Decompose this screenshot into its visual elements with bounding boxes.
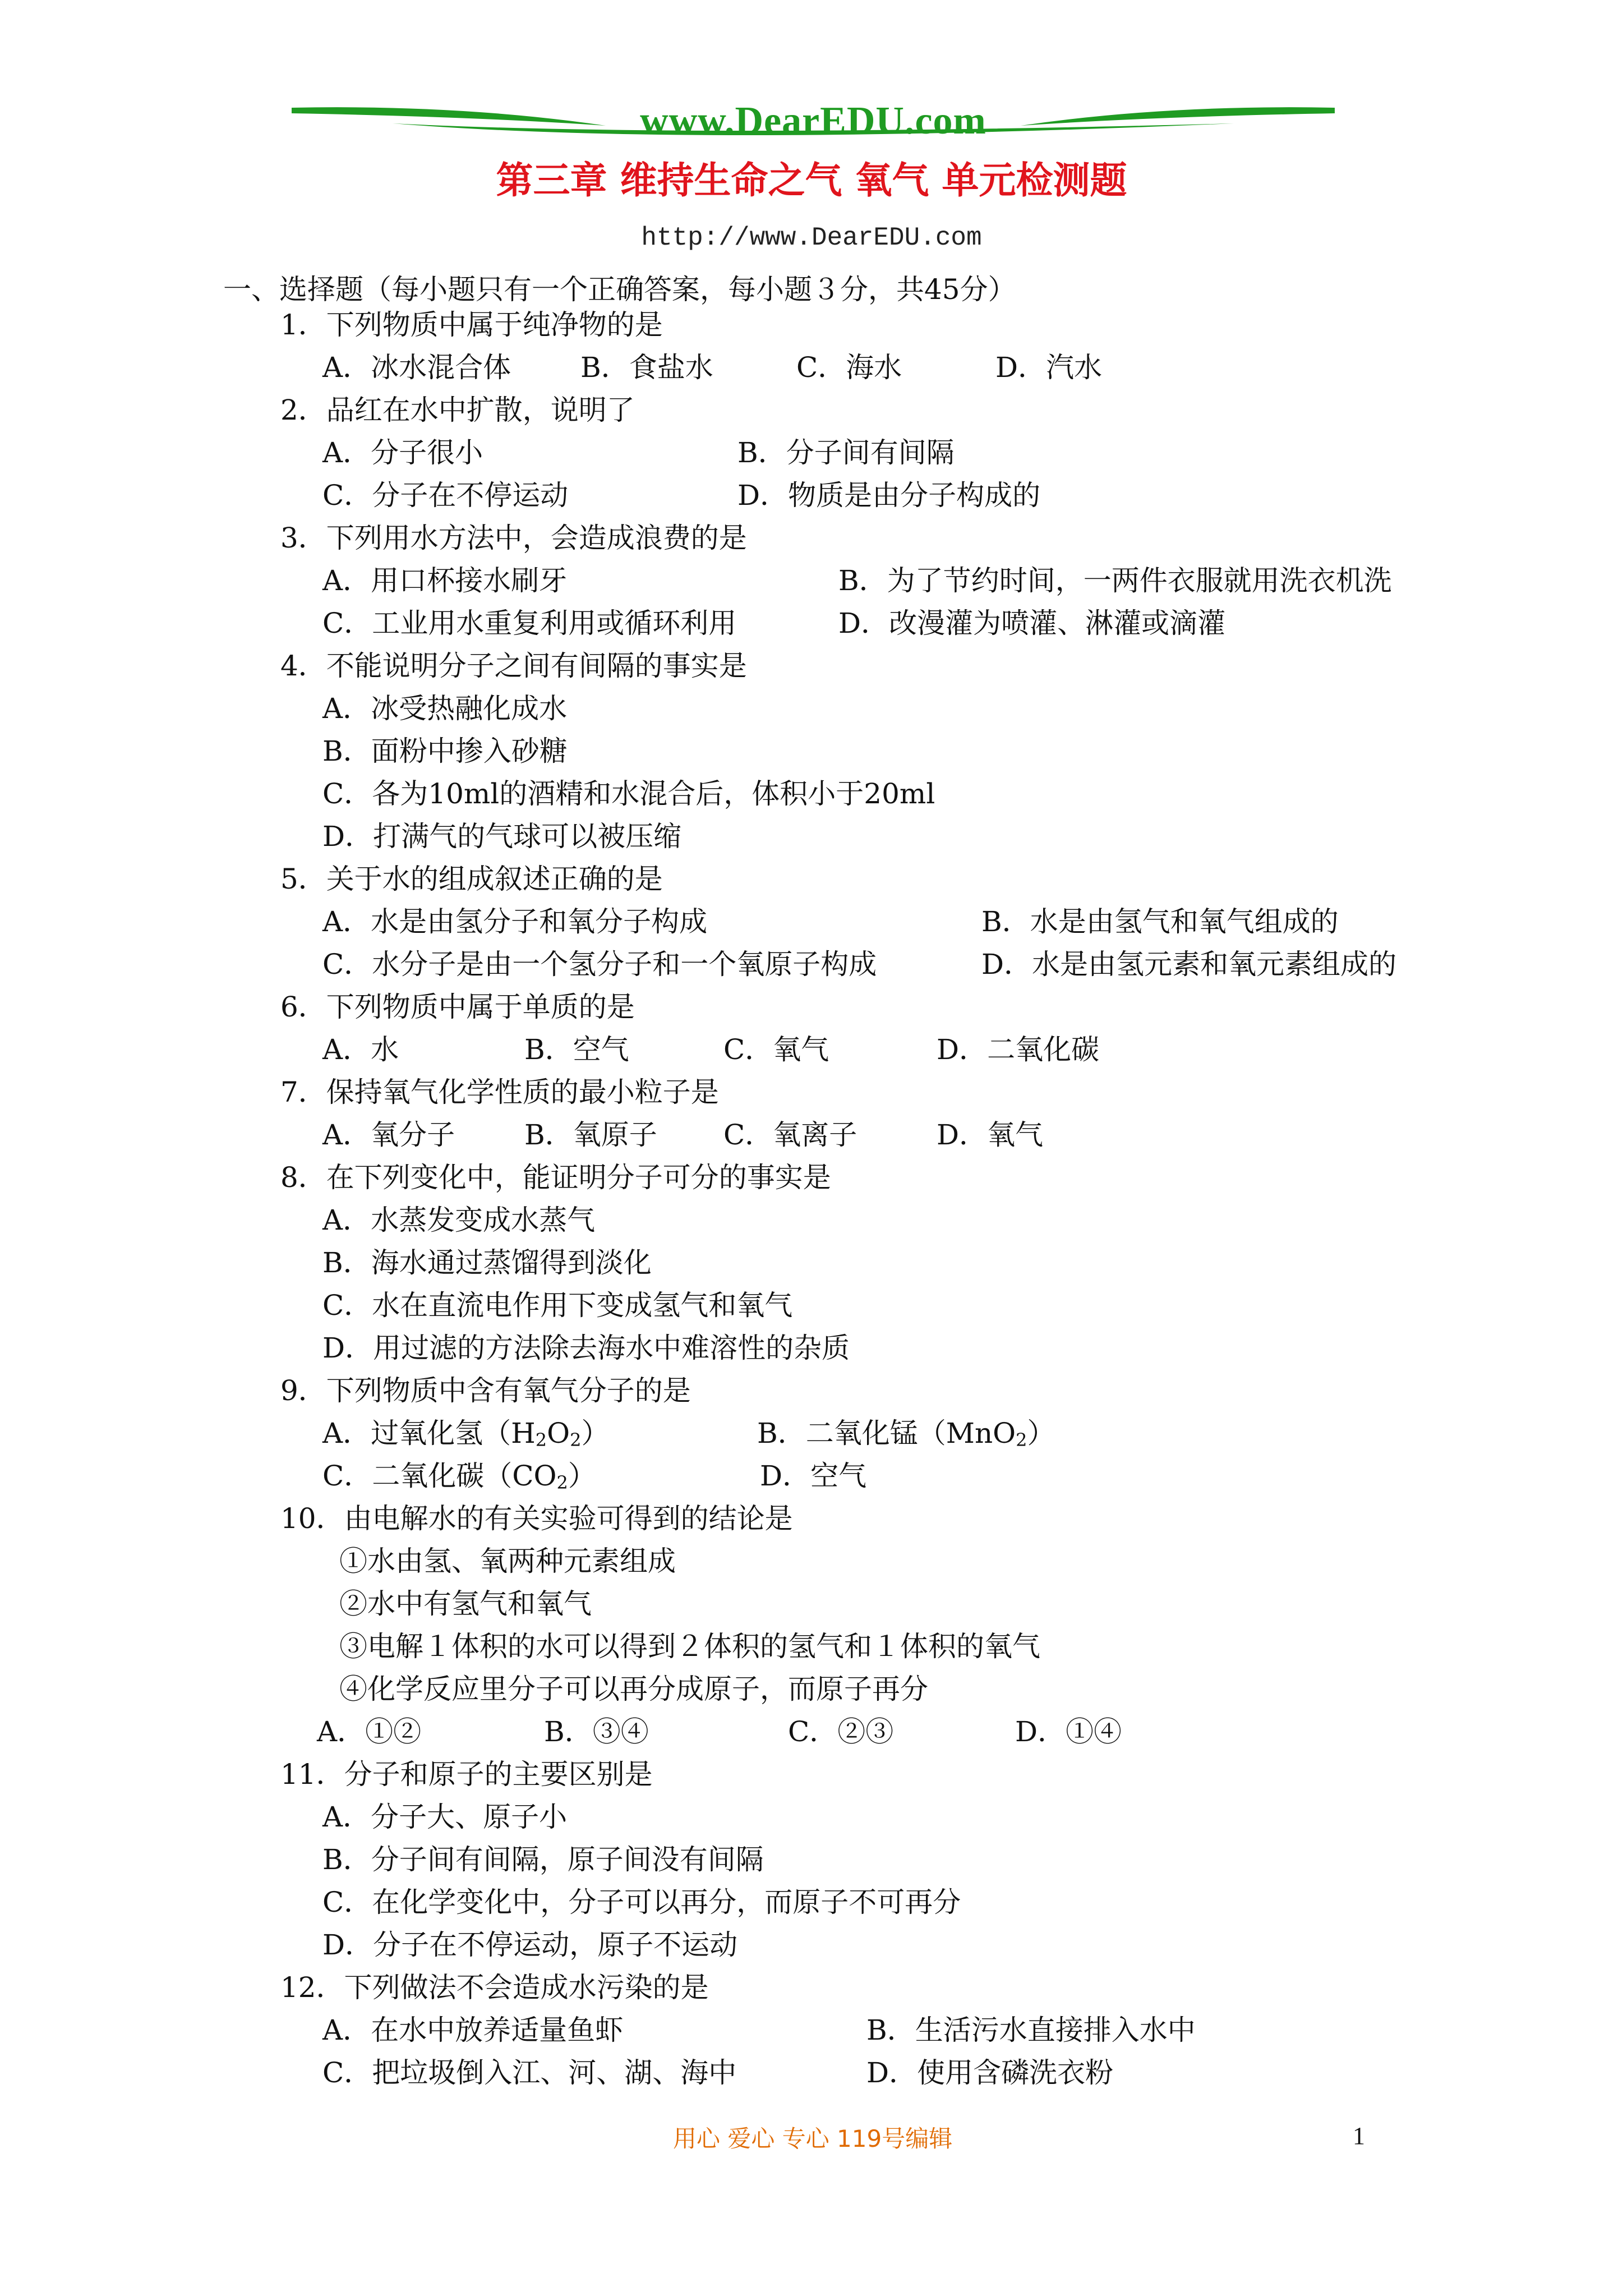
option-b: B．分子间有间隔，原子间没有间隔: [322, 1843, 764, 1876]
question-stem: 8．在下列变化中，能证明分子可分的事实是: [280, 1161, 831, 1194]
option-a: A．用口杯接水刷牙: [322, 564, 568, 597]
option-c: C．水分子是由一个氢分子和一个氧原子构成: [322, 948, 877, 981]
option-d: D．分子在不停运动，原子不运动: [322, 1929, 738, 1961]
option-a: A．水是由氢分子和氧分子构成: [322, 905, 708, 938]
option-d: D．使用含磷洗衣粉: [866, 2056, 1114, 2089]
option-a: A．在水中放养适量鱼虾: [322, 2014, 624, 2046]
option-a: A．过氧化氢$(H_2O_2)$: [322, 1417, 610, 1451]
option-c: C．海水: [796, 351, 902, 384]
option-d: D．①④: [1015, 1715, 1122, 1748]
option-a: A．冰水混合体: [322, 351, 511, 384]
question-stem: 9．下列物质中含有氧气分子的是: [280, 1374, 691, 1407]
option-b: B．二氧化锰（MnO$_2$）: [757, 1417, 1055, 1451]
option-b: B．空气: [524, 1033, 629, 1066]
statement-4: ④化学反应里分子可以再分成原子，而原子再分: [339, 1673, 928, 1705]
option-a: A．水蒸发变成水蒸气: [322, 1204, 596, 1236]
option-c: C．二氧化碳$(CO_2)$: [322, 1460, 596, 1493]
option-b: B．面粉中掺入砂糖: [322, 735, 568, 767]
option-a: A．①②: [317, 1715, 422, 1748]
option-d: D．二氧化碳: [937, 1033, 1100, 1066]
footer-note: 用心 爱心 专心 119号编辑: [673, 2125, 953, 2152]
statement-3: ③电解１体积的水可以得到２体积的氢气和１体积的氧气: [339, 1630, 1040, 1663]
page-title: 第三章 维持生命之气 氧气 单元检测题: [496, 159, 1127, 202]
question-stem: 2．品红在水中扩散，说明了: [280, 394, 635, 426]
option-c: C．水在直流电作用下变成氢气和氧气: [322, 1289, 793, 1322]
option-b: B．氧原子: [524, 1119, 657, 1151]
option-b: B．水是由氢气和氧气组成的: [981, 905, 1339, 938]
option-c: C．②③: [788, 1715, 894, 1748]
option-d: D．用过滤的方法除去海水中难溶性的杂质: [322, 1332, 850, 1364]
question-stem: 3．下列用水方法中，会造成浪费的是: [280, 522, 747, 554]
page-number: 1: [1353, 2122, 1365, 2150]
question-stem: 10．由电解水的有关实验可得到的结论是: [280, 1502, 793, 1535]
option-d: D．氧气: [937, 1119, 1044, 1151]
option-b: B．海水通过蒸馏得到淡化: [322, 1246, 652, 1279]
option-d: D．物质是由分子构成的: [737, 479, 1041, 512]
option-b: B．生活污水直接排入水中: [866, 2014, 1196, 2046]
option-c: C．氧离子: [723, 1119, 857, 1151]
section-heading: 一、选择题（每小题只有一个正确答案，每小题３分，共45分）: [223, 273, 1016, 306]
site-banner: [292, 84, 1335, 146]
option-a: A．冰受热融化成水: [322, 692, 568, 725]
option-b: B．③④: [544, 1715, 649, 1748]
question-stem: 5．关于水的组成叙述正确的是: [280, 863, 663, 895]
question-stem: 11．分子和原子的主要区别是: [280, 1758, 653, 1791]
option-d: D．汽水: [995, 351, 1103, 384]
option-d: D．水是由氢元素和氧元素组成的: [981, 948, 1397, 981]
option-d: D．打满气的气球可以被压缩: [322, 820, 682, 853]
option-c: C．各为10ml的酒精和水混合后，体积小于20ml: [322, 777, 935, 810]
option-b: B．为了节约时间，一两件衣服就用洗衣机洗: [838, 564, 1392, 597]
option-b: B．食盐水: [580, 351, 713, 384]
option-a: A．分子大、原子小: [322, 1801, 568, 1833]
question-stem: 1．下列物质中属于纯净物的是: [280, 309, 663, 341]
question-stem: 12．下列做法不会造成水污染的是: [280, 1971, 709, 2004]
option-a: A．水: [322, 1033, 399, 1066]
statement-2: ②水中有氢气和氧气: [339, 1588, 592, 1620]
question-stem: 7．保持氧气化学性质的最小粒子是: [280, 1076, 719, 1108]
option-c: C．分子在不停运动: [322, 479, 569, 512]
question-stem: 6．下列物质中属于单质的是: [280, 991, 635, 1023]
option-c: C．把垃圾倒入江、河、湖、海中: [322, 2056, 737, 2089]
statement-1: ①水由氢、氧两种元素组成: [339, 1545, 676, 1577]
option-a: A．分子很小: [322, 436, 483, 469]
source-url: http://www.DearEDU.com: [641, 223, 982, 252]
option-c: C．工业用水重复利用或循环利用: [322, 607, 737, 639]
option-a: A．氧分子: [322, 1119, 455, 1151]
option-d: D．改漫灌为喷灌、淋灌或滴灌: [838, 607, 1226, 639]
site-logo-text: www.DearEDU.com: [640, 99, 986, 142]
option-b: B．分子间有间隔: [737, 436, 955, 469]
option-c: C．氧气: [723, 1033, 829, 1066]
option-d: D．空气: [760, 1460, 867, 1492]
option-c: C．在化学变化中，分子可以再分，而原子不可再分: [322, 1886, 961, 1918]
question-stem: 4．不能说明分子之间有间隔的事实是: [280, 650, 747, 682]
